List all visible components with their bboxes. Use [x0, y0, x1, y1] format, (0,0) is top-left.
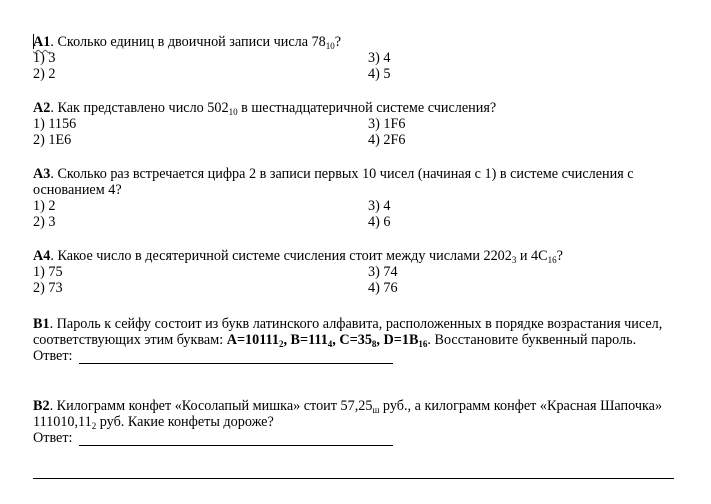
option: 3) 1F6: [368, 116, 406, 132]
option: 1) 75: [33, 264, 63, 280]
option: 2) 3: [33, 214, 56, 230]
question-label: В1: [33, 316, 50, 332]
answer-options: [33, 198, 673, 230]
option: 3) 74: [368, 264, 398, 280]
option: 1) 2: [33, 198, 56, 214]
option: 2) 2: [33, 66, 56, 82]
answer-options: [33, 50, 673, 82]
answer-label: Ответ:: [33, 348, 73, 364]
question-b2: [33, 398, 673, 446]
question-a1: [33, 34, 673, 82]
question-a4: [33, 248, 673, 296]
question-label: А1: [33, 34, 51, 50]
answer-blank[interactable]: [79, 351, 393, 364]
question-label: А4: [33, 248, 51, 264]
option: 1) 3: [33, 50, 56, 66]
question-label: В2: [33, 398, 50, 414]
answer-blank[interactable]: [79, 433, 393, 446]
question-a2: [33, 100, 673, 148]
option: 1) 1156: [33, 116, 77, 132]
question-b1: [33, 316, 673, 364]
answer-line: [33, 348, 673, 364]
bottom-divider: [33, 478, 674, 479]
answer-line: [33, 430, 673, 446]
answer-options: [33, 116, 673, 148]
option: 4) 2F6: [368, 132, 406, 148]
question-stem: А4. Какое число в десятеричной системе счисления стоит между числами $2202_3$ и $4С_{16}$?: [33, 248, 563, 265]
option: 4) 6: [368, 214, 391, 230]
question-label: А2: [33, 100, 51, 116]
option: 4) 76: [368, 280, 398, 296]
option: 4) 5: [368, 66, 391, 82]
question-stem: А1. Сколько единиц в двоичной записи числа $78_{10}$?: [33, 34, 342, 51]
question-stem: А2. Как представлено число $502_{10}$ в шестнадцатеричной системе счисления?: [33, 100, 497, 117]
question-stem: В1. Пароль к сейфу состоит из букв латинского алфавита, расположенных в порядке возрастания чисел, соответствующих этим буквам: $А=10111_2$, $B=111_4$, $C=35_8$, $D=1B_{16}$. Восстановите буквенный пароль.: [33, 316, 663, 349]
option: 3) 4: [368, 198, 391, 214]
question-a3: [33, 166, 673, 230]
option: 2) 73: [33, 280, 63, 296]
option: 3) 4: [368, 50, 391, 66]
question-label: А3: [33, 166, 51, 182]
question-stem: А3. Сколько раз встречается цифра 2 в записи первых 10 чисел (начиная с 1) в системе счисления с основанием 4?: [33, 166, 634, 198]
answer-options: [33, 264, 673, 296]
answer-label: Ответ:: [33, 430, 73, 446]
option: 2) 1E6: [33, 132, 72, 148]
question-stem: В2. Килограмм конфет «Косолапый мишка» стоит $57,25_ш$ руб., а килограмм конфет «Красная Шапочка» $111010,11_2$ руб. Какие конфеты дороже?: [33, 398, 663, 431]
